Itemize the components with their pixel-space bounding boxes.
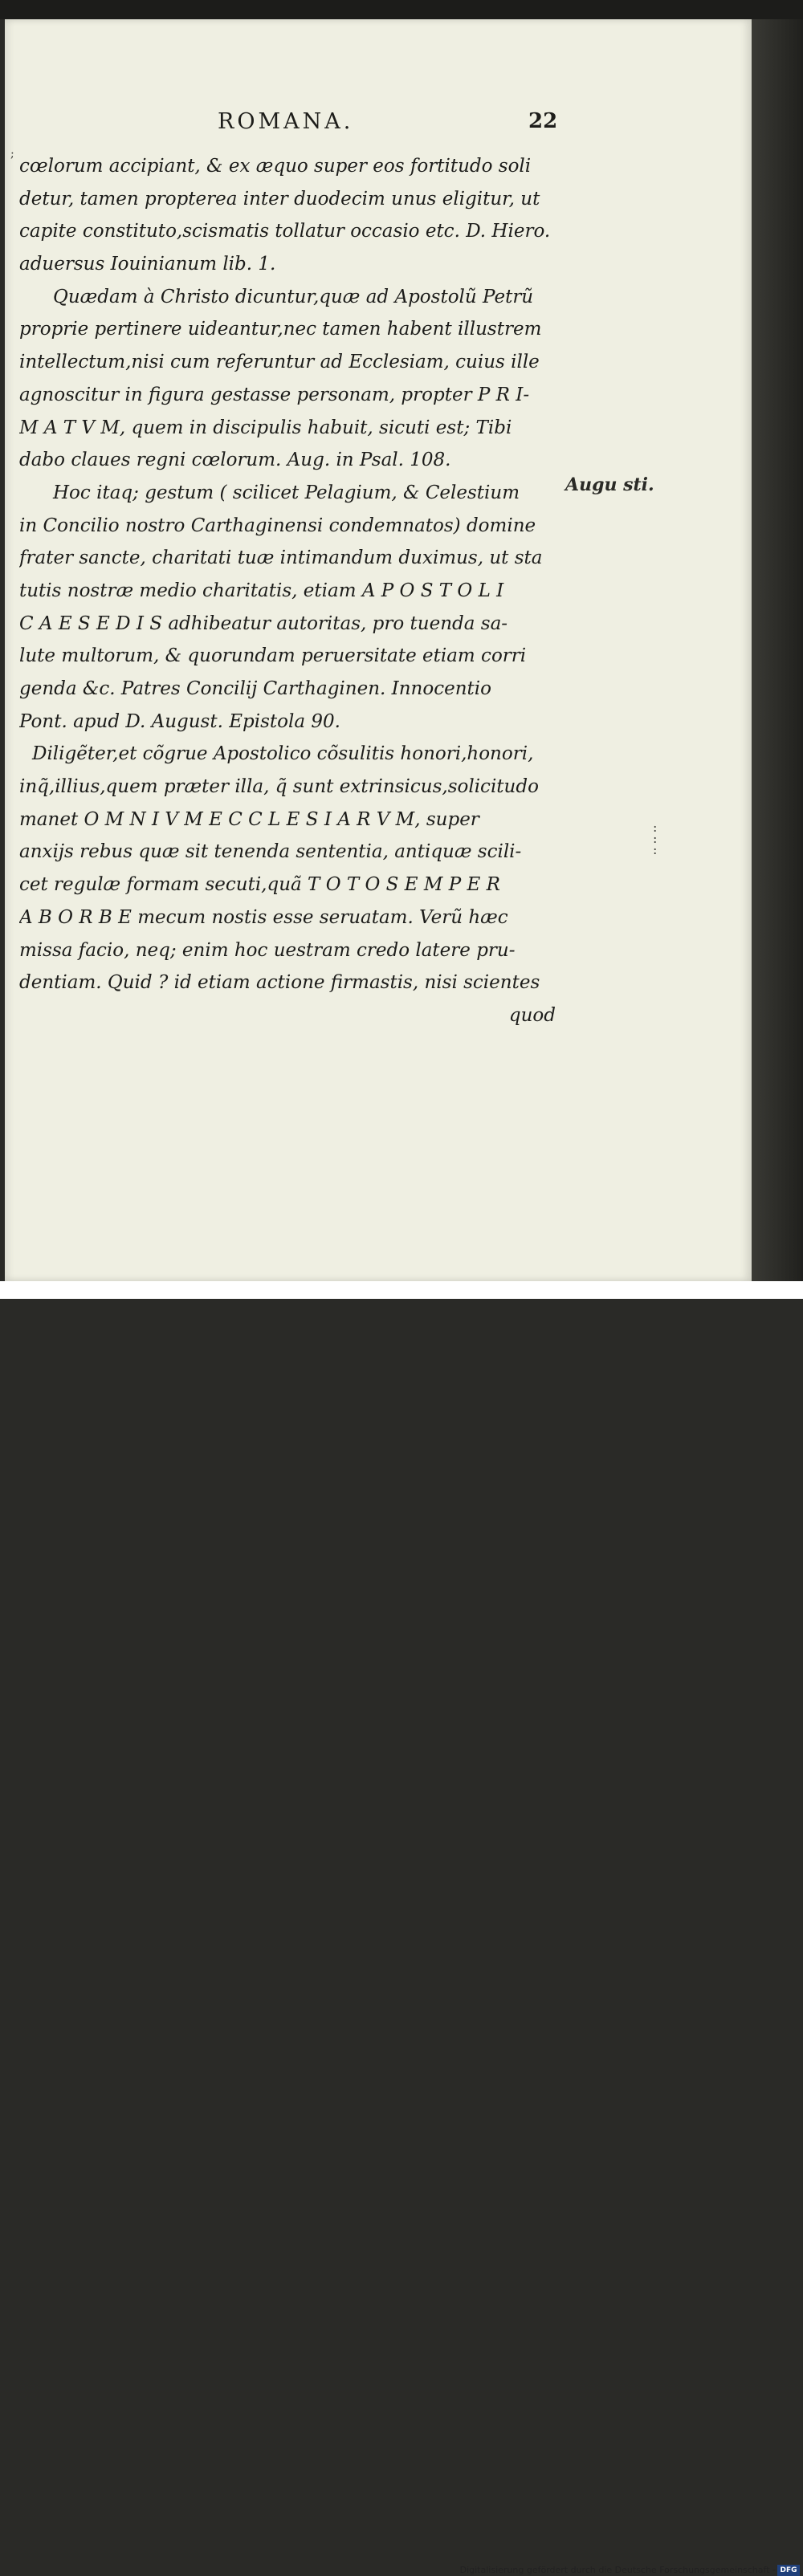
- text-line: Hoc itaq; gestum ( scilicet Pelagium, & Celestium: [53, 482, 520, 503]
- text-line: cet regulæ formam secuti,quã T O T O S E M P E R: [19, 874, 500, 896]
- text-line: frater sancte, charitati tuæ intimandum duximus, ut sta: [19, 547, 543, 569]
- page-number: 22: [528, 109, 558, 133]
- text-line: manet O M N I V M E C C L E S I A R V M, super: [19, 808, 479, 830]
- scan-frame-top: [0, 0, 803, 19]
- text-line: genda &c. Patres Concilij Carthaginen. Innocentio: [19, 678, 491, 699]
- footer-credit: Digitalisierung gefördert durch die Deutsche Forschungsgemeinschaft -: [459, 2565, 776, 2575]
- text-line: lute multorum, & quorundam peruersitate etiam corri: [19, 645, 527, 667]
- catchword: quod: [508, 1004, 556, 1026]
- text-line: cœlorum accipiant, & ex æquo super eos fortitudo soli: [19, 156, 532, 177]
- text-line: M A T V M, quem in discipulis habuit, sicuti est; Tibi: [19, 417, 512, 438]
- text-line: inq̃,illius,quem præter illa, q̃ sunt extrinsicus,solicitudo: [19, 776, 539, 798]
- scan-mark: : : :: [653, 820, 658, 857]
- text-line: Quædam à Christo dicuntur,quæ ad Apostolũ Petrũ: [53, 286, 534, 307]
- text-line: detur, tamen propterea inter duodecim unus eligitur, ut: [19, 188, 540, 210]
- text-line: anxijs rebus quæ sit tenenda sententia, antiquæ scili-: [19, 841, 522, 863]
- text-line: C A E S E D I S adhibeatur autoritas, pro tuenda sa-: [19, 612, 508, 634]
- body-text: [19, 150, 565, 1032]
- running-head: ROMANA.: [218, 109, 354, 134]
- text-line: A B O R B E mecum nostis esse seruatam. Verũ hæc: [19, 906, 508, 928]
- text-line: agnoscitur in figura gestasse personam, propter P R I-: [19, 384, 530, 405]
- dfg-logo: DFG: [777, 2565, 800, 2576]
- scan-background: [752, 19, 803, 1281]
- text-line: Diligẽter,et cõgrue Apostolico cõsulitis honori,honori,: [32, 743, 534, 765]
- text-line: proprie pertinere uideantur,nec tamen habent illustrem: [19, 319, 542, 340]
- text-line: tutis nostræ medio charitatis, etiam A P O S T O L I: [19, 580, 504, 601]
- text-line: dabo claues regni cœlorum. Aug. in Psal. 108.: [19, 450, 451, 471]
- scan-mark: ;: [10, 148, 14, 161]
- text-line: aduersus Iouinianum lib. 1.: [19, 254, 276, 275]
- footer-bar: [0, 1281, 803, 2575]
- margin-note: Augu sti.: [565, 474, 654, 495]
- text-line: capite constituto,scismatis tollatur occasio etc. D. Hiero.: [19, 221, 551, 242]
- text-line: missa facio, neq; enim hoc uestram credo latere pru-: [19, 939, 516, 961]
- text-line: intellectum,nisi cum referuntur ad Ecclesiam, cuius ille: [19, 352, 540, 373]
- book-page: [5, 19, 752, 1281]
- text-line: in Concilio nostro Carthaginensi condemnatos) domine: [19, 515, 536, 536]
- text-line: dentiam. Quid ? id etiam actione firmastis, nisi scientes: [19, 972, 540, 994]
- text-line: Pont. apud D. August. Epistola 90.: [19, 710, 340, 732]
